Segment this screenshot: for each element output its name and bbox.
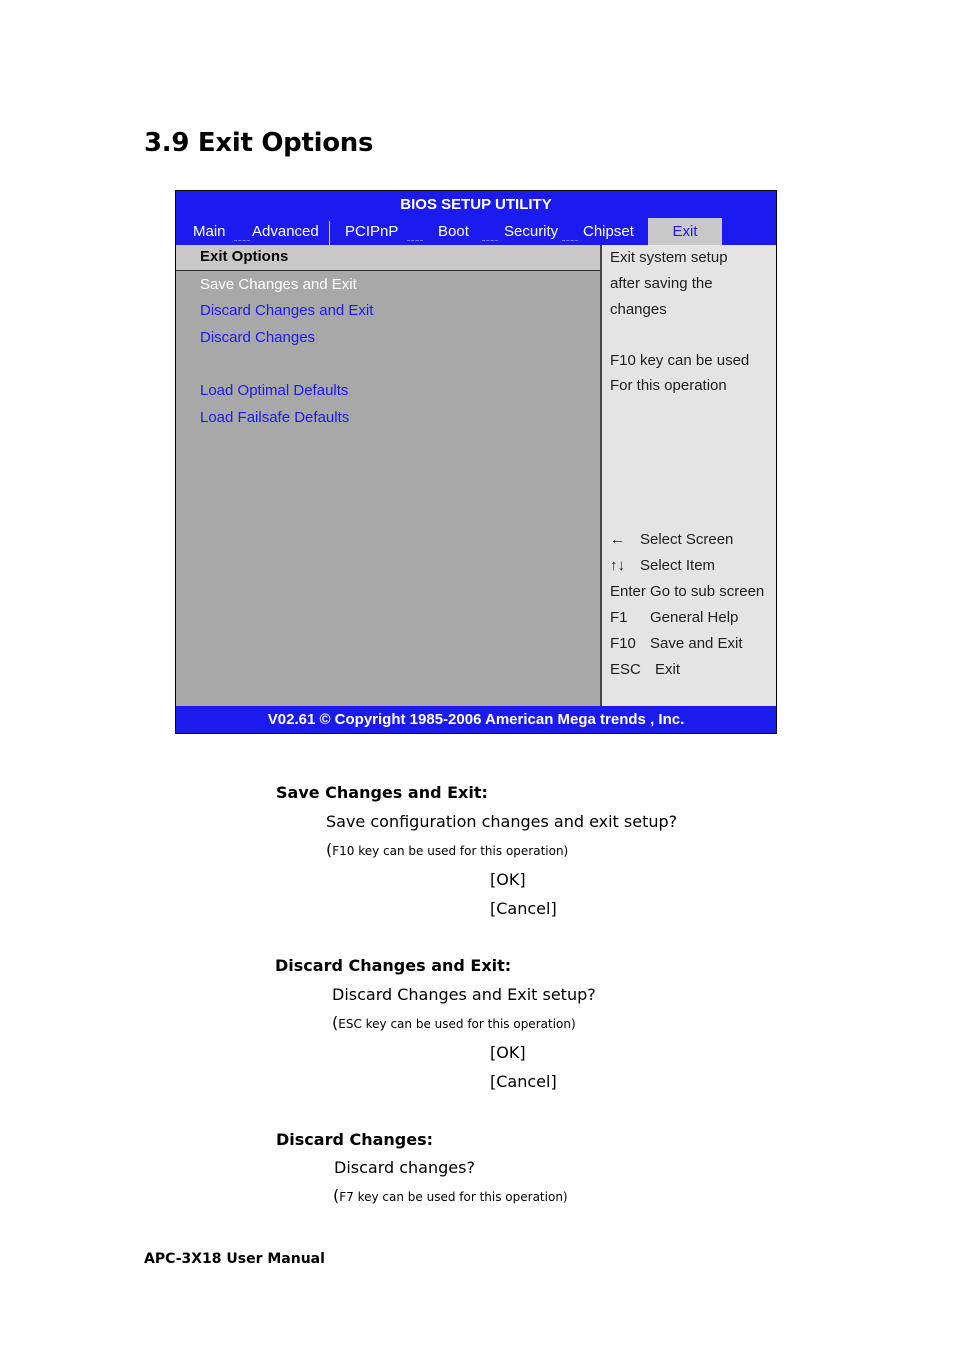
- menu-panel-title: Exit Options: [200, 248, 289, 265]
- key-hint-enter: [610, 583, 764, 600]
- tab-boot[interactable]: Boot: [438, 223, 469, 240]
- tab-divider: [329, 221, 330, 245]
- option-ok: [OK]: [490, 1043, 526, 1062]
- menu-item-load-optimal-defaults[interactable]: Load Optimal Defaults: [200, 382, 349, 399]
- section-heading-save-exit: Save Changes and Exit:: [276, 783, 488, 802]
- bios-screenshot: [175, 190, 777, 734]
- key-action: Go to sub screen: [650, 583, 765, 600]
- option-cancel: [Cancel]: [490, 899, 557, 918]
- option-ok: [OK]: [490, 870, 526, 889]
- tab-divider: [482, 240, 498, 242]
- note-text: F7 key can be used for this operation): [339, 1190, 568, 1204]
- key-action: Save and Exit: [650, 635, 743, 652]
- note-text: ESC key can be used for this operation): [338, 1017, 576, 1031]
- note-paren: (: [326, 840, 333, 859]
- help-text-line: F10 key can be used: [610, 352, 750, 369]
- tab-pcipnp[interactable]: PCIPnP: [345, 223, 399, 240]
- note-paren: (: [333, 1186, 340, 1205]
- key-action: Select Item: [640, 557, 716, 574]
- help-text-line: after saving the: [610, 275, 713, 292]
- key-label: ESC: [610, 661, 641, 678]
- help-text-line: changes: [610, 301, 667, 318]
- key-hint-select-item: [610, 557, 715, 574]
- note-paren: (: [332, 1013, 339, 1032]
- tab-advanced[interactable]: Advanced: [252, 223, 319, 240]
- section-heading-discard-exit: Discard Changes and Exit:: [275, 956, 512, 975]
- key-label: F1: [610, 609, 628, 626]
- menu-item-load-failsafe-defaults[interactable]: Load Failsafe Defaults: [200, 409, 350, 426]
- key-action: Exit: [655, 661, 681, 678]
- help-text-line: For this operation: [610, 377, 727, 394]
- key-label: Enter: [610, 583, 646, 600]
- tab-divider: [407, 240, 423, 242]
- help-text-line: Exit system setup: [610, 249, 728, 266]
- key-action: General Help: [650, 609, 739, 626]
- section-question: Discard Changes and Exit setup?: [332, 985, 596, 1004]
- section-note: [326, 840, 568, 859]
- menu-panel-header: [176, 245, 600, 271]
- manual-footer: APC-3X18 User Manual: [144, 1251, 325, 1267]
- key-label: F10: [610, 635, 636, 652]
- menu-item-save-changes-exit[interactable]: Save Changes and Exit: [200, 276, 357, 293]
- key-hint-f1: [610, 609, 738, 626]
- tab-divider: [234, 240, 250, 242]
- option-cancel: [Cancel]: [490, 1072, 557, 1091]
- help-panel: [600, 245, 776, 707]
- left-arrow-icon: ←: [610, 531, 625, 548]
- up-down-arrow-icon: ↑↓: [610, 557, 625, 574]
- note-text: F10 key can be used for this operation): [332, 844, 569, 858]
- key-action: Select Screen: [640, 531, 734, 548]
- bios-title: BIOS SETUP UTILITY: [176, 191, 776, 218]
- tab-chipset[interactable]: Chipset: [583, 223, 634, 240]
- section-note: [332, 1013, 576, 1032]
- tab-security[interactable]: Security: [504, 223, 559, 240]
- tab-exit[interactable]: Exit: [648, 218, 722, 245]
- section-question: Discard changes?: [334, 1158, 475, 1177]
- key-hint-f10: [610, 635, 743, 652]
- menu-item-discard-changes-exit[interactable]: Discard Changes and Exit: [200, 302, 374, 319]
- key-hint-select-screen: [610, 531, 733, 548]
- menu-panel: [176, 245, 600, 707]
- section-note: [333, 1186, 568, 1205]
- tab-divider: [562, 240, 578, 242]
- menu-item-discard-changes[interactable]: Discard Changes: [200, 329, 316, 346]
- bios-tab-bar: [176, 218, 776, 245]
- section-title: 3.9 Exit Options: [144, 128, 374, 158]
- tab-main[interactable]: Main: [193, 223, 226, 240]
- bios-copyright: V02.61 © Copyright 1985-2006 American Mega trends , Inc.: [176, 706, 776, 733]
- section-question: Save configuration changes and exit setup?: [326, 812, 678, 831]
- section-heading-discard: Discard Changes:: [276, 1130, 434, 1149]
- key-hint-esc: [610, 661, 680, 678]
